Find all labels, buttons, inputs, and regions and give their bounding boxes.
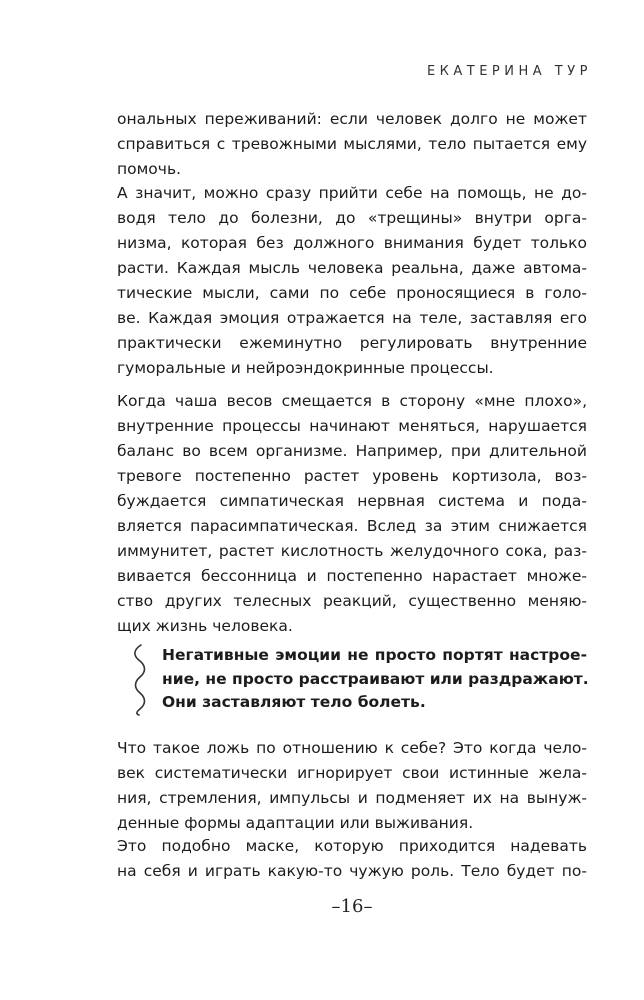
quote-line: Они заставляют тело болеть. (162, 693, 426, 711)
quote-line: Негативные эмоции не просто портят настрое- (162, 646, 587, 664)
paragraph-4 (117, 736, 587, 836)
text-line: Это подобно маске, которую приходится надевать (117, 837, 587, 855)
text-line: ство других телесных реакций, существенно меняю- (117, 592, 587, 610)
quote-line: ние, не просто расстраивают или раздражают. (162, 669, 589, 688)
pull-quote (117, 644, 587, 724)
text-line: вивается бессонница и постепенно нарастает множе- (117, 567, 587, 585)
text-line: расти. Каждая мысль человека реальна, даже автома- (117, 259, 587, 277)
running-head: ЕКАТЕРИНА ТУР (426, 64, 592, 79)
text-line: ния, стремления, импульсы и подменяет их на вынуж- (117, 789, 587, 807)
paragraph-5 (117, 834, 587, 884)
text-line: низма, которая без должного внимания будет только (117, 234, 587, 252)
wavy-brace-icon (131, 644, 147, 716)
text-line: практически ежеминутно регулировать внутренние (117, 334, 587, 352)
paragraph-1 (117, 107, 587, 182)
page-number: –16– (331, 896, 373, 917)
text-line: баланс во всем организме. Например, при длительной (117, 442, 587, 460)
text-line: тические мысли, сами по себе проносящиеся в голо- (117, 284, 587, 302)
text-line: справиться с тревожными мыслями, тело пытается ему (117, 135, 587, 153)
text-line: на себя и играть какую-то чужую роль. Тело будет по- (117, 862, 587, 880)
text-line: А значит, можно сразу прийти себе на помощь, не до- (117, 184, 587, 202)
text-line: тревоге постепенно растет уровень кортизола, воз- (117, 467, 587, 485)
text-line: буждается симпатическая нервная система и пода- (117, 492, 587, 510)
text-line: водя тело до болезни, до «трещины» внутри орга- (117, 209, 587, 227)
text-line: ве. Каждая эмоция отражается на теле, заставляя его (117, 309, 587, 327)
text-line: Что такое ложь по отношению к себе? Это когда чело- (117, 739, 587, 757)
text-line: помочь. (117, 160, 182, 178)
text-line: денные формы адаптации или выживания. (117, 814, 474, 832)
paragraph-3 (117, 389, 587, 639)
text-line: вляется парасимпатическая. Вслед за этим снижается (117, 517, 587, 535)
quote-text (162, 644, 587, 715)
text-line: внутренние процессы начинают меняться, нарушается (117, 417, 587, 435)
paragraph-2 (117, 181, 587, 381)
text-line: иммунитет, растет кислотность желудочного сока, раз- (117, 542, 587, 560)
text-line: ональных переживаний: если человек долго не может (117, 110, 587, 128)
text-line: щих жизнь человека. (117, 617, 293, 635)
text-line: век систематически игнорирует свои истинные жела- (117, 764, 587, 782)
text-line: Когда чаша весов смещается в сторону «мне плохо», (117, 392, 587, 410)
text-line: гуморальные и нейроэндокринные процессы. (117, 359, 494, 377)
